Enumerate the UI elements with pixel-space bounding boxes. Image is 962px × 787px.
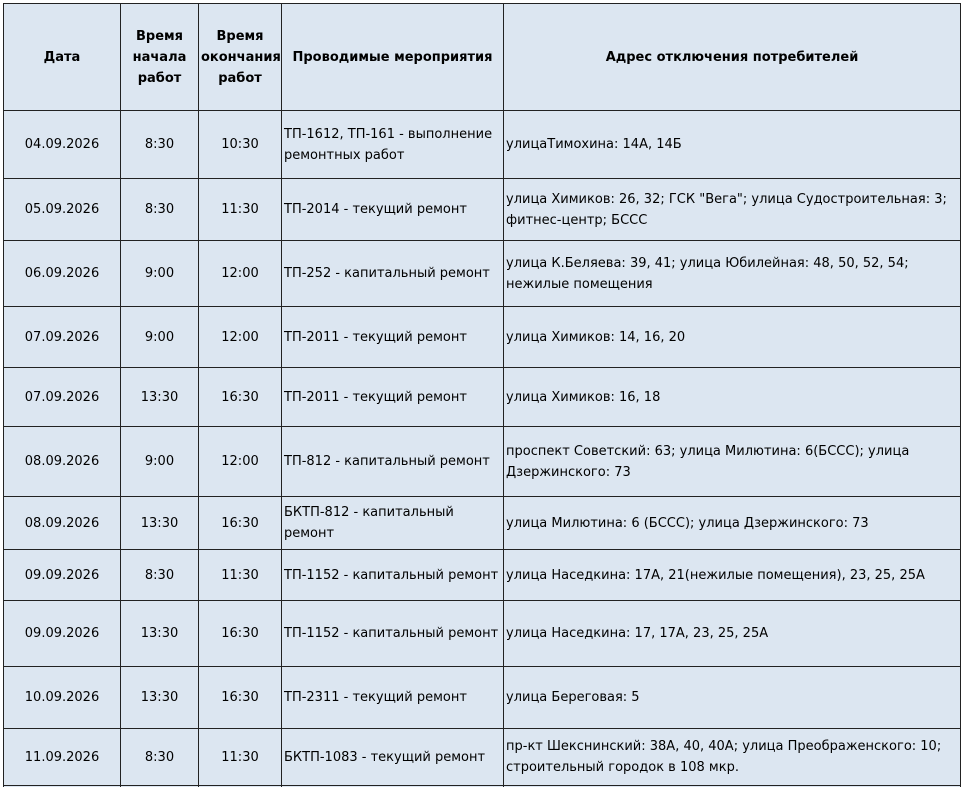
table-header	[4, 4, 961, 111]
cell-start[interactable]: 8:30	[121, 111, 199, 179]
table-row	[4, 497, 961, 550]
cell-start[interactable]: 8:30	[121, 179, 199, 241]
cell-address[interactable]	[504, 729, 961, 786]
address-line: улицаТимохина: 14А, 14Б	[506, 137, 682, 152]
address-line: улица К.Беляева: 39, 41; улица Юбилейная: 48, 50, 52, 54;	[506, 255, 909, 271]
cell-date[interactable]: 07.09.2026	[4, 307, 121, 368]
cell-works[interactable]	[282, 111, 504, 179]
cell-works[interactable]: ТП-2011 - текущий ремонт	[282, 368, 504, 427]
cell-start[interactable]: 8:30	[121, 550, 199, 601]
cell-date[interactable]: 10.09.2026	[4, 667, 121, 729]
cell-end[interactable]: 12:00	[199, 427, 282, 497]
cell-address[interactable]	[504, 241, 961, 307]
works-line: ТП-1612, ТП-161 - выполнение	[284, 126, 493, 142]
cell-end[interactable]: 12:00	[199, 307, 282, 368]
table-body	[4, 111, 961, 787]
outage-schedule-table	[3, 3, 961, 787]
table-row	[4, 550, 961, 601]
table-row	[4, 427, 961, 497]
address-line: строительный городок в 108 мкр.	[506, 760, 739, 775]
cell-date[interactable]: 07.09.2026	[4, 368, 121, 427]
table-row	[4, 601, 961, 667]
cell-works[interactable]: ТП-2014 - текущий ремонт	[282, 179, 504, 241]
header-address: Адрес отключения потребителей	[504, 4, 961, 111]
cell-start[interactable]: 8:30	[121, 729, 199, 786]
cell-date[interactable]: 05.09.2026	[4, 179, 121, 241]
header-end-line: окончания	[201, 49, 281, 65]
cell-start[interactable]: 13:30	[121, 601, 199, 667]
cell-start[interactable]: 9:00	[121, 241, 199, 307]
table-row	[4, 241, 961, 307]
header-start-time	[121, 4, 199, 111]
table-row	[4, 667, 961, 729]
works-line: ремонт	[284, 526, 335, 541]
header-row	[4, 4, 961, 111]
address-line: проспект Советский: 63; улица Милютина: 6(БССС); улица	[506, 443, 910, 459]
table-row	[4, 307, 961, 368]
cell-address[interactable]	[504, 427, 961, 497]
header-end-time	[199, 4, 282, 111]
cell-start[interactable]: 13:30	[121, 368, 199, 427]
cell-address[interactable]: улица Химиков: 14, 16, 20	[504, 307, 961, 368]
cell-date[interactable]: 09.09.2026	[4, 601, 121, 667]
cell-end[interactable]: 12:00	[199, 241, 282, 307]
cell-end[interactable]: 11:30	[199, 729, 282, 786]
header-date: Дата	[4, 4, 121, 111]
header-start-line: работ	[137, 70, 182, 86]
table-row	[4, 111, 961, 179]
table-row	[4, 368, 961, 427]
cell-date[interactable]: 06.09.2026	[4, 241, 121, 307]
address-line: пр-кт Шекснинский: 38А, 40, 40А; улица Преображенского: 10;	[506, 739, 942, 754]
cell-works[interactable]: ТП-812 - капитальный ремонт	[282, 427, 504, 497]
cell-address[interactable]: улица Милютина: 6 (БССС); улица Дзержинского: 73	[504, 497, 961, 550]
cell-end[interactable]: 16:30	[199, 667, 282, 729]
cell-date[interactable]: 08.09.2026	[4, 497, 121, 550]
header-end-line: работ	[218, 70, 262, 86]
works-line: БКТП-812 - капитальный	[284, 505, 454, 520]
cell-date[interactable]: 09.09.2026	[4, 550, 121, 601]
cell-end[interactable]: 16:30	[199, 497, 282, 550]
cell-works[interactable]: БКТП-1083 - текущий ремонт	[282, 729, 504, 786]
cell-address[interactable]	[504, 179, 961, 241]
cell-works[interactable]	[282, 497, 504, 550]
cell-end[interactable]: 16:30	[199, 368, 282, 427]
cell-works[interactable]: ТП-1152 - капитальный ремонт	[282, 601, 504, 667]
cell-end[interactable]: 11:30	[199, 179, 282, 241]
cell-start[interactable]: 9:00	[121, 427, 199, 497]
cell-works[interactable]: ТП-2311 - текущий ремонт	[282, 667, 504, 729]
cell-works[interactable]: ТП-2011 - текущий ремонт	[282, 307, 504, 368]
cell-works[interactable]: ТП-252 - капитальный ремонт	[282, 241, 504, 307]
cell-end[interactable]: 10:30	[199, 111, 282, 179]
header-start-line: начала	[132, 49, 187, 65]
cell-end[interactable]: 11:30	[199, 550, 282, 601]
cell-start[interactable]: 13:30	[121, 667, 199, 729]
cell-date[interactable]: 08.09.2026	[4, 427, 121, 497]
cell-address[interactable]: улица Химиков: 16, 18	[504, 368, 961, 427]
cell-address[interactable]: улица Наседкина: 17, 17А, 23, 25, 25А	[504, 601, 961, 667]
works-line: ремонтных работ	[284, 147, 405, 163]
cell-start[interactable]: 9:00	[121, 307, 199, 368]
header-start-line: Время	[135, 28, 183, 44]
address-line: фитнес-центр; БССС	[506, 212, 648, 228]
cell-start[interactable]: 13:30	[121, 497, 199, 550]
cell-address[interactable]: улица Наседкина: 17А, 21(нежилые помещения), 23, 25, 25А	[504, 550, 961, 601]
header-works: Проводимые мероприятия	[282, 4, 504, 111]
header-end-line: Время	[216, 28, 264, 44]
cell-works[interactable]: ТП-1152 - капитальный ремонт	[282, 550, 504, 601]
cell-date[interactable]: 04.09.2026	[4, 111, 121, 179]
address-line: нежилые помещения	[506, 276, 653, 292]
address-line: Дзержинского: 73	[506, 464, 631, 480]
cell-date[interactable]: 11.09.2026	[4, 729, 121, 786]
cell-end[interactable]: 16:30	[199, 601, 282, 667]
table-row	[4, 729, 961, 786]
table-row	[4, 179, 961, 241]
address-line: улица Химиков: 26, 32; ГСК "Вега"; улица Судостроительная: 3;	[506, 191, 947, 207]
cell-address[interactable]: улица Береговая: 5	[504, 667, 961, 729]
cell-address[interactable]	[504, 111, 961, 179]
